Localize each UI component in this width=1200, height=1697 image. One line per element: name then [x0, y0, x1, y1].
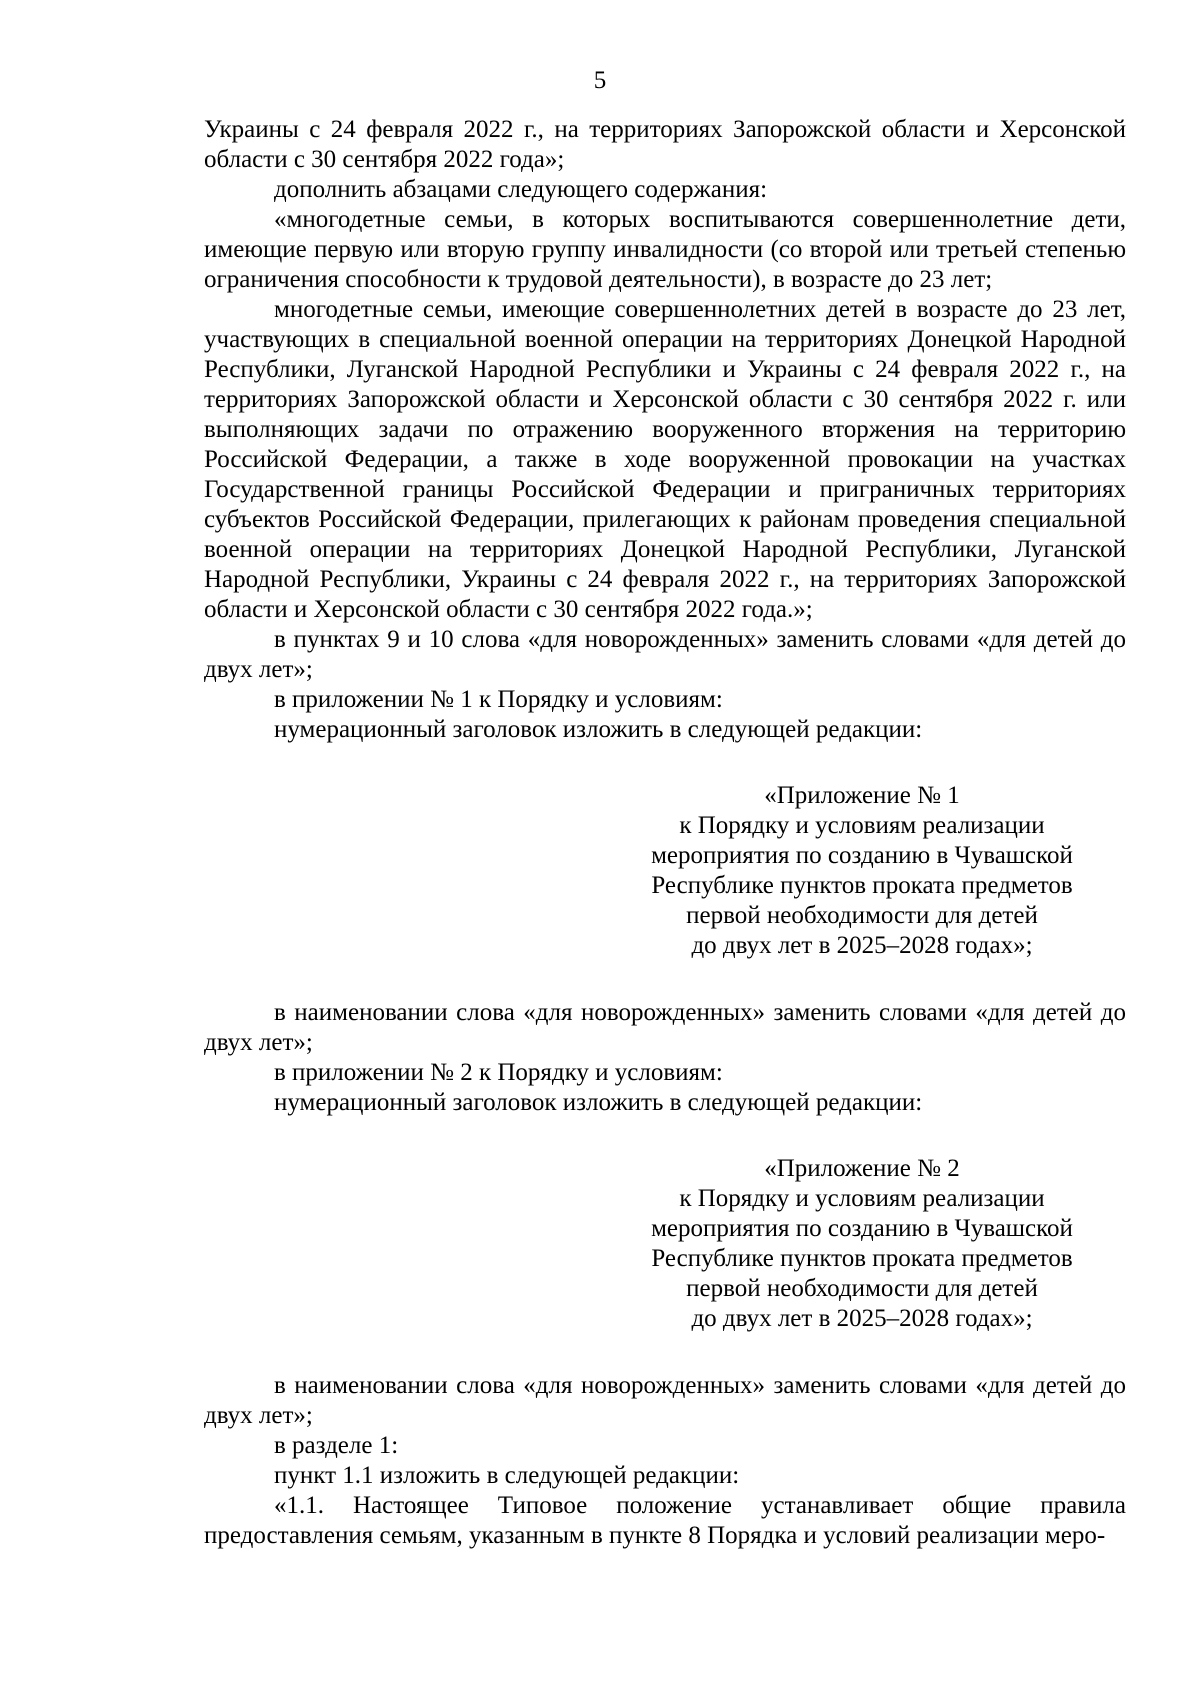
paragraph: в наименовании слова «для новорожденных» заменить словами «для детей до двух лет»;	[204, 1372, 1126, 1429]
attachment-line: к Порядку и условиям реализации	[679, 812, 1045, 839]
paragraph: «многодетные семьи, в которых воспитываются совершеннолетние дети, имеющие первую или вторую группу инвалидности (со второй или третьей степенью ограничения способности к трудовой деятельности), в возрасте до 23 лет;	[204, 206, 1126, 293]
attachment-line: Республике пунктов проката предметов	[651, 1245, 1073, 1272]
paragraph: в приложении № 2 к Порядку и условиям:	[274, 1059, 723, 1086]
attachment-line: мероприятия по созданию в Чувашской	[651, 842, 1073, 869]
attachment-1-heading	[204, 781, 1126, 961]
attachment-line: «Приложение № 1	[764, 782, 960, 809]
paragraph: в пунктах 9 и 10 слова «для новорожденных» заменить словами «для детей до двух лет»;	[204, 626, 1126, 683]
paragraph: в наименовании слова «для новорожденных» заменить словами «для детей до двух лет»;	[204, 999, 1126, 1056]
section-middle	[204, 998, 1126, 1118]
attachment-2-heading	[204, 1154, 1126, 1334]
paragraph: в разделе 1:	[274, 1432, 399, 1459]
attachment-line: до двух лет в 2025–2028 годах»;	[691, 932, 1033, 959]
paragraph: дополнить абзацами следующего содержания:	[274, 176, 768, 203]
section-bottom	[204, 1371, 1126, 1551]
paragraph: пункт 1.1 изложить в следующей редакции:	[274, 1462, 740, 1489]
paragraph: Украины с 24 февраля 2022 г., на территориях Запорожской области и Херсонской области с 30 сентября 2022 года»;	[204, 116, 1126, 173]
section-top	[204, 115, 1126, 745]
paragraph: многодетные семьи, имеющие совершеннолетних детей в возрасте до 23 лет, участвующих в специальной военной операции на территориях Донецкой Народной Республики, Луганской Народной Республики и Украины с 24 февраля 2022 г., на территориях Запорожской области и Херсонской области с 30 сентября 2022 г. или выполняющих задачи по отражению вооруженного вторжения на территорию Российской Федерации, а также в ходе вооруженной провокации на участках Государственной границы Российской Федерации и приграничных территориях субъектов Российской Федерации, прилегающих к районам проведения специальной военной операции на территориях Донецкой Народной Республики, Луганской Народной Республики, Украины с 24 февраля 2022 г., на территориях Запорожской области и Херсонской области с 30 сентября 2022 года.»;	[204, 296, 1126, 623]
attachment-line: «Приложение № 2	[764, 1155, 960, 1182]
paragraph: нумерационный заголовок изложить в следующей редакции:	[274, 716, 923, 743]
document-body	[204, 115, 1126, 1551]
attachment-line: первой необходимости для детей	[686, 902, 1038, 929]
attachment-line: к Порядку и условиям реализации	[679, 1185, 1045, 1212]
paragraph: нумерационный заголовок изложить в следующей редакции:	[274, 1089, 923, 1116]
attachment-line: мероприятия по созданию в Чувашской	[651, 1215, 1073, 1242]
paragraph: в приложении № 1 к Порядку и условиям:	[274, 686, 723, 713]
attachment-line: первой необходимости для детей	[686, 1275, 1038, 1302]
attachment-2-block	[622, 1154, 1102, 1334]
page-number: 5	[593, 67, 607, 94]
paragraph: «1.1. Настоящее Типовое положение устанавливает общие правила предоставления семьям, указанным в пункте 8 Порядка и условий реализации меро-	[204, 1492, 1126, 1549]
attachment-line: Республике пунктов проката предметов	[651, 872, 1073, 899]
attachment-1-block	[622, 781, 1102, 961]
attachment-line: до двух лет в 2025–2028 годах»;	[691, 1305, 1033, 1332]
